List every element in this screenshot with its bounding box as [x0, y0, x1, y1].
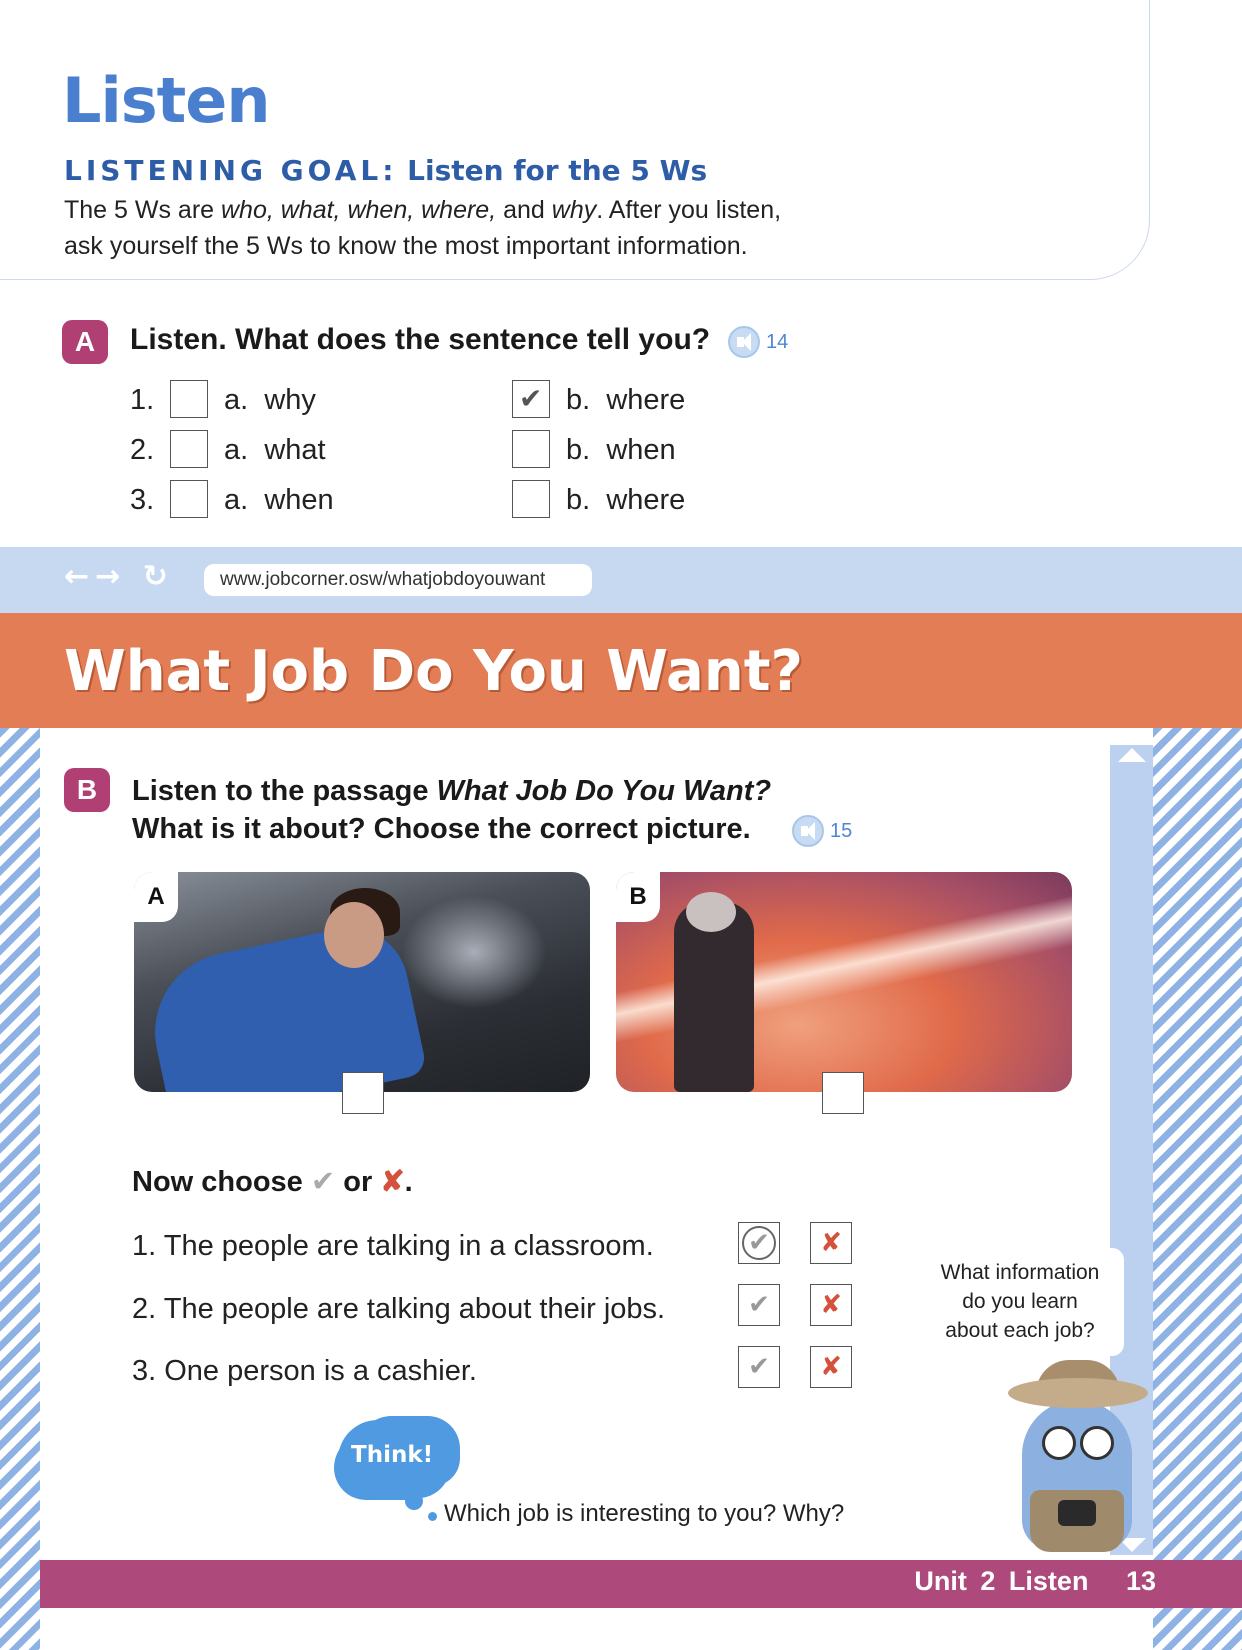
think-question: Which job is interesting to you? Why? — [444, 1500, 845, 1527]
picture-a-checkbox[interactable] — [342, 1072, 384, 1114]
thought-bubble-icon — [428, 1512, 437, 1521]
think-label: Think! — [351, 1442, 434, 1468]
now-choose-instruction: Now choose ✔ or ✘. — [132, 1166, 413, 1198]
statement-1-check-box[interactable] — [738, 1222, 780, 1264]
passage-banner — [0, 613, 1242, 728]
section-a-item-1: 1. a. why ✔ b. where — [130, 380, 730, 424]
scroll-up-arrow-icon[interactable] — [1118, 748, 1146, 762]
section-a-item-2: 2. a. what b. when — [130, 430, 730, 474]
checkmark-icon: ✔ — [519, 383, 543, 414]
picture-b-checkbox[interactable] — [822, 1072, 864, 1114]
browser-nav-icons[interactable]: ←→ ↻ — [64, 559, 174, 594]
right-stripe-border — [1153, 728, 1242, 1650]
section-b-title: Listen to the passage What Job Do You Want? What is it about? Choose the correct picture. — [132, 775, 772, 845]
audio-track-14[interactable] — [728, 326, 788, 358]
page-number: 13 — [1125, 1566, 1156, 1596]
option-b-checkbox[interactable] — [512, 430, 550, 468]
option-a-checkbox[interactable] — [170, 480, 208, 518]
page-footer — [40, 1560, 1242, 1608]
check-icon: ✔ — [310, 1166, 336, 1198]
picture-b-firefighter[interactable] — [616, 872, 1072, 1092]
statement-1-cross-box[interactable] — [810, 1222, 852, 1264]
speaker-icon — [728, 326, 760, 358]
option-b-checkbox[interactable] — [512, 480, 550, 518]
check-icon: ✔ — [748, 1228, 770, 1258]
passage-title: What Job Do You Want? — [64, 639, 803, 704]
explorer-mascot-icon — [1000, 1370, 1150, 1560]
speaker-icon — [792, 815, 824, 847]
left-stripe-border — [0, 728, 40, 1650]
option-a-checkbox[interactable] — [170, 430, 208, 468]
audio-track-number: 14 — [766, 330, 789, 353]
section-b-badge: B — [64, 768, 110, 812]
picture-label: B — [616, 872, 660, 922]
picture-a-mechanic[interactable] — [134, 872, 590, 1092]
browser-bar — [0, 547, 1242, 613]
listening-goal-label: LISTENING GOAL: — [64, 154, 398, 187]
cross-icon: ✘ — [820, 1290, 842, 1320]
audio-track-number: 15 — [830, 819, 853, 842]
statement-2-cross-box[interactable] — [810, 1284, 852, 1326]
statement-2-check-box[interactable] — [738, 1284, 780, 1326]
answer-circle — [742, 1226, 776, 1260]
statement-2: 2. The people are talking about their jobs. — [132, 1293, 666, 1325]
picture-label: A — [134, 872, 178, 922]
footer-section: Listen — [1008, 1566, 1089, 1596]
section-a-title: Listen. What does the sentence tell you? — [130, 323, 711, 356]
audio-track-15[interactable] — [792, 815, 852, 847]
section-a-item-3: 3. a. when b. where — [130, 480, 730, 524]
statement-3-check-box[interactable] — [738, 1346, 780, 1388]
check-icon: ✔ — [748, 1290, 770, 1320]
section-a-badge: A — [62, 320, 108, 364]
option-a-checkbox[interactable] — [170, 380, 208, 418]
check-icon: ✔ — [748, 1352, 770, 1382]
cross-icon: ✘ — [820, 1228, 842, 1258]
option-b-checkbox[interactable] — [512, 380, 550, 418]
statement-1: 1. The people are talking in a classroom. — [132, 1230, 654, 1262]
listening-goal-heading — [64, 154, 707, 187]
listening-goal-text: The 5 Ws are who, what, when, where, and why. After you listen, ask yourself the 5 Ws to know the most important information. — [64, 196, 782, 260]
listening-goal-title: Listen for the 5 Ws — [407, 154, 708, 187]
cross-icon: ✘ — [820, 1352, 842, 1382]
cross-icon: ✘ — [380, 1166, 405, 1198]
statement-3: 3. One person is a cashier. — [132, 1355, 477, 1387]
footer-unit: Unit 2 — [914, 1566, 996, 1596]
thought-bubble-icon — [405, 1492, 423, 1510]
url-bar[interactable]: www.jobcorner.osw/whatjobdoyouwant — [204, 564, 592, 596]
page-title: Listen — [62, 64, 270, 137]
statement-3-cross-box[interactable] — [810, 1346, 852, 1388]
mascot-speech-bubble: What information do you learn about each job? — [916, 1248, 1124, 1356]
